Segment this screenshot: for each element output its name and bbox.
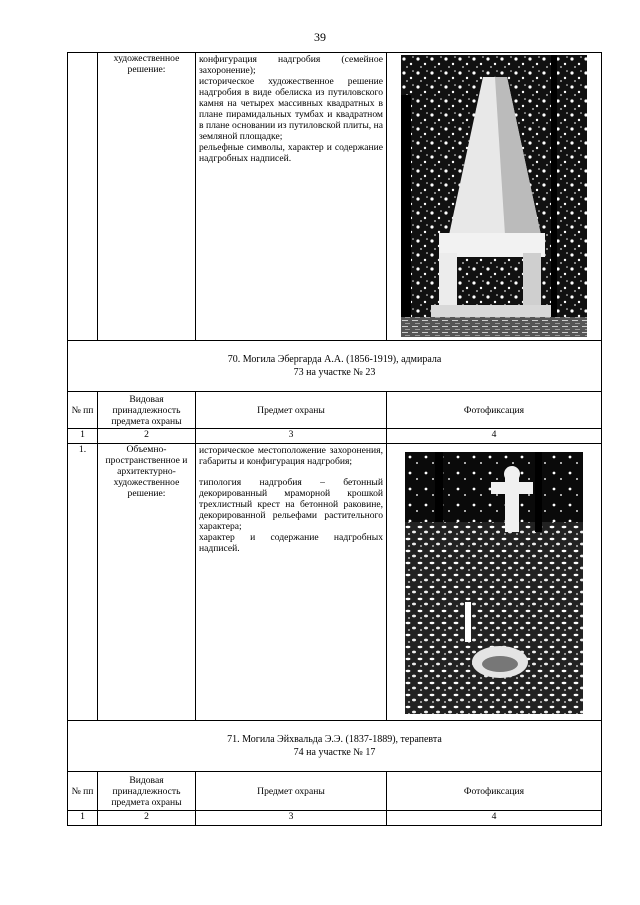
header-photo: Фотофиксация [387,772,602,811]
subject-line: конфигурация надгробия (семейное захоронение); [199,54,383,76]
page-number: 39 [314,30,326,44]
photo-cell [387,53,602,341]
header-num: № пп [68,392,98,429]
protection-table [67,52,602,826]
obelisk-photo [401,55,587,337]
subject-line: типология надгробия – бетонный декорированный мраморной крошкой трехлистный крест на бетонной раковине, декорированной рельефами растительного характера; [199,477,383,532]
subject-cell [196,53,387,341]
section-title: 70. Могила Эбергарда А.А. (1856-1919), адмирала [227,354,442,365]
type-cell: Объемно-пространственное и архитектурно-художественное решение: [98,444,196,721]
header-row [68,392,602,429]
section-subtitle: 73 на участке № 23 [293,367,376,378]
header-subject: Предмет охраны [196,392,387,429]
header-num: № пп [68,772,98,811]
subject-line: характер и содержание надгробных надписей. [199,532,383,554]
section-subtitle: 74 на участке № 17 [293,747,376,758]
header-subject: Предмет охраны [196,772,387,811]
column-numbers-row: 1 2 3 4 [68,811,602,826]
column-numbers-row: 1 2 3 4 [68,429,602,444]
section-title-row [68,721,602,772]
table-row [68,444,602,721]
subject-line: историческое местоположение захоронения, габариты и конфигурация надгробия; [199,445,383,467]
header-type: Видовая принадлежность предмета охраны [98,772,196,811]
subject-line: историческое художественное решение надгробия в виде обелиска из путиловского камня на четырех массивных квадратных в плане пирамидальных тумбах и квадратном в плане основании из путиловской плиты, на земляной площадке; [199,76,383,142]
section-title-row [68,341,602,392]
header-row [68,772,602,811]
photo-cell [387,444,602,721]
header-photo: Фотофиксация [387,392,602,429]
row-number: 1. [68,444,98,721]
header-type: Видовая принадлежность предмета охраны [98,392,196,429]
cross-grave-photo [405,452,583,714]
subject-line [199,467,383,477]
type-cell: художественное решение: [98,53,196,341]
section-title: 71. Могила Эйхвальда Э.Э. (1837-1889), терапевта [227,734,442,745]
subject-line: рельефные символы, характер и содержание надгробных надписей. [199,142,383,164]
subject-cell [196,444,387,721]
table-row [68,53,602,341]
